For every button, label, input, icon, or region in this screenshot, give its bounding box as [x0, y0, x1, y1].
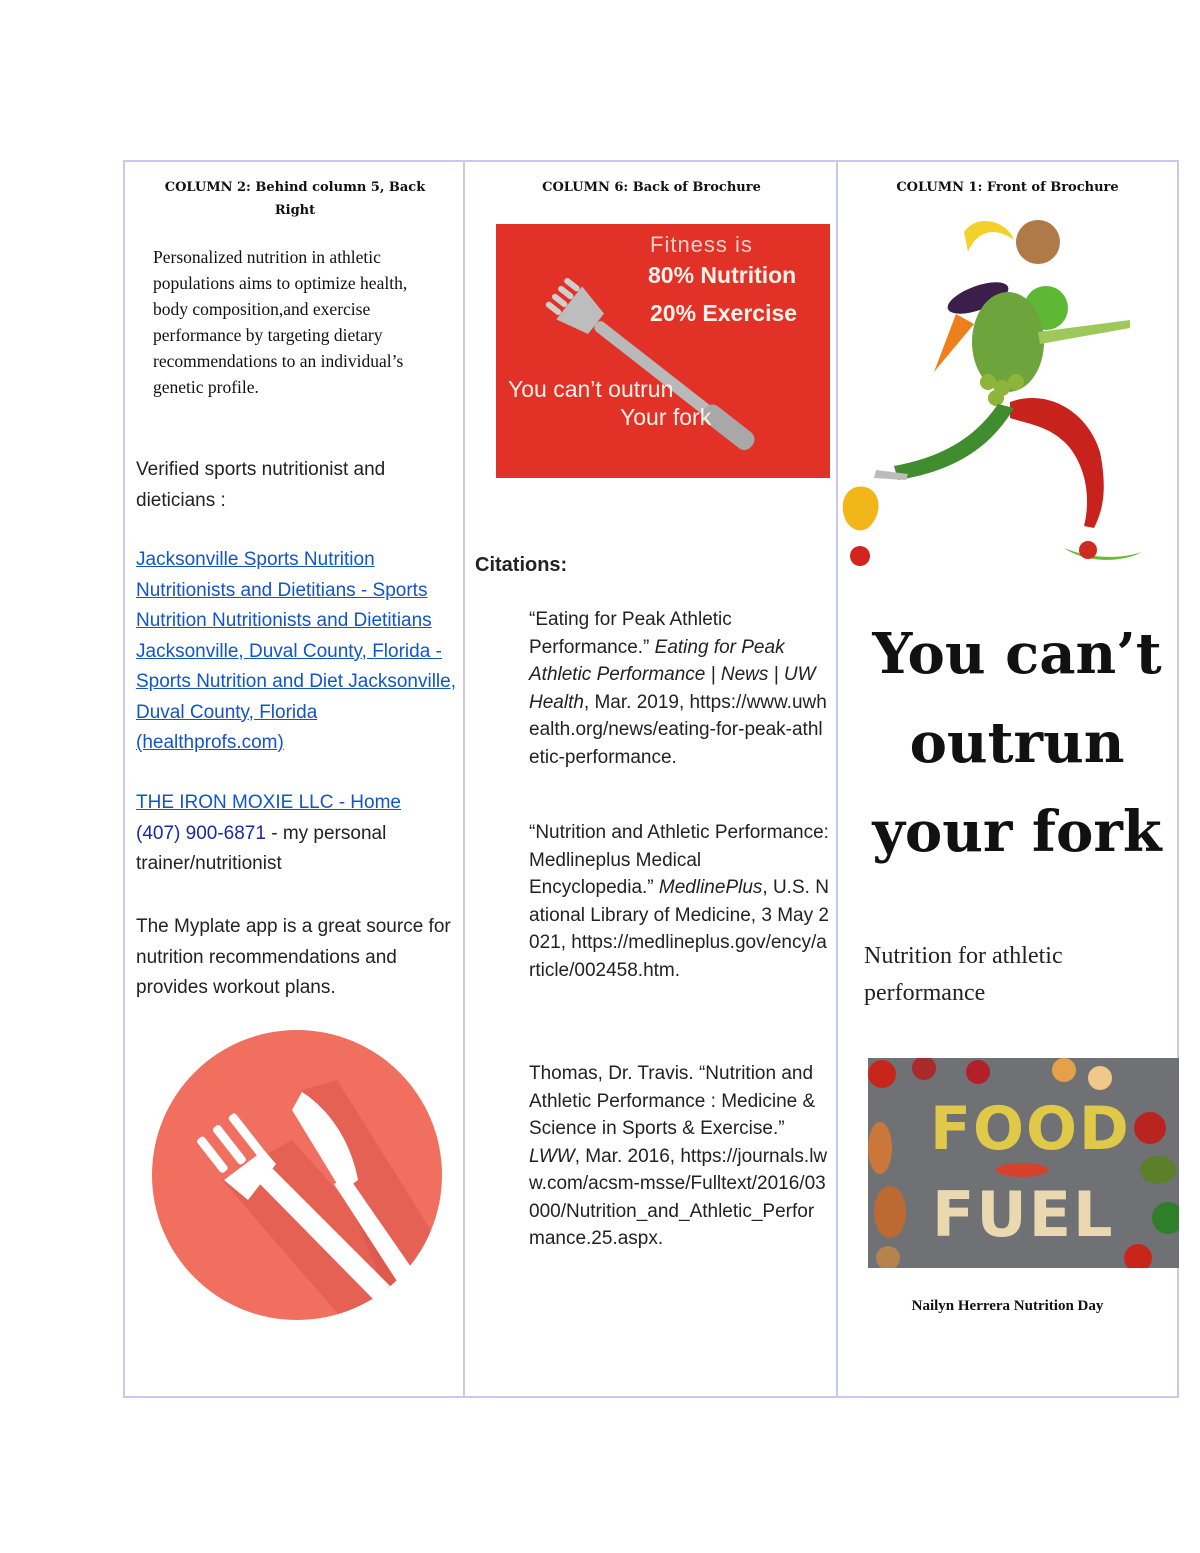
citation-3-lead: Thomas, Dr. Travis. “Nutrition and Athletic Performance : Medicine & Science in Sports & Exercise.”: [529, 1063, 816, 1139]
poster-line-5: Your fork: [620, 404, 712, 430]
phone-number[interactable]: (407) 900-6871: [136, 822, 266, 844]
column-2-heading: COLUMN 2: Behind column 5, Back Right: [164, 180, 426, 218]
column-2-panel: [125, 162, 465, 1396]
intro-paragraph: Personalized nutrition in athletic populations aims to optimize health, body composition,and exercise performance by targeting dietary recommendations to an individual’s genetic profile.: [153, 247, 408, 397]
verified-label: Verified sports nutritionist and dieticians :: [136, 459, 386, 511]
citation-3: [529, 1060, 829, 1253]
trainer-description: - my personal trainer/nutritionist: [136, 822, 387, 874]
author-name: Nailyn Herrera Nutrition Day: [911, 1298, 1104, 1314]
citation-1-italic: Eating for Peak Athletic Performance | News | UW Health: [529, 636, 816, 713]
column-1-heading: COLUMN 1: Front of Brochure: [896, 180, 1119, 195]
poster-line-2: 80% Nutrition: [648, 262, 797, 288]
poster-line-3: 20% Exercise: [650, 300, 798, 326]
iron-moxie-block: [136, 788, 436, 880]
citation-2-lead: “Nutrition and Athletic Performance: Medlineplus Medical Encyclopedia.”: [529, 822, 829, 898]
citation-1: [529, 606, 829, 771]
poster-line-4: You can’t outrun: [508, 376, 674, 402]
myplate-paragraph: The Myplate app is a great source for nutrition recommendations and provides workout plans.: [136, 916, 451, 998]
fitness-poster-image: [496, 224, 830, 478]
citation-2-italic: MedlinePlus: [658, 877, 763, 898]
brochure-subtitle: Nutrition for athletic performance: [864, 943, 1063, 1006]
brochure-page: [123, 160, 1179, 1398]
food-word: FOOD: [930, 1094, 1131, 1164]
citation-2-rest: , U.S. National Library of Medicine, 3 May 2021, https://medlineplus.gov/ency/article/002458.htm.: [529, 877, 829, 981]
citations-heading: Citations:: [475, 554, 568, 576]
iron-moxie-link[interactable]: THE IRON MOXIE LLC - Home: [136, 792, 401, 813]
column-1-panel: [838, 162, 1177, 1396]
citation-3-italic: LWW: [529, 1145, 575, 1167]
vegetable-runner-icon: [838, 212, 1177, 572]
vegetable-runner-image: [838, 212, 1177, 572]
fuel-word: FUEL: [932, 1178, 1115, 1251]
column-6-heading: COLUMN 6: Back of Brochure: [542, 180, 761, 195]
poster-line-1: Fitness is: [650, 232, 753, 257]
citation-1-rest: , Mar. 2019, https://www.uwhealth.org/news/eating-for-peak-athletic-performance.: [529, 691, 827, 768]
citation-2: [529, 819, 829, 984]
myplate-app-icon: [152, 1030, 442, 1320]
citation-3-rest: , Mar. 2016, https://journals.lww.com/acsm-msse/Fulltext/2016/03000/Nutrition_and_Athletic_Performance.25.aspx.: [529, 1145, 828, 1249]
healthprofs-link[interactable]: Jacksonville Sports Nutrition Nutritionists and Dietitians - Sports Nutrition Nutritionists and Dietitians Jacksonville, Duval County, Florida - Sports Nutrition and Diet Jacksonville, Duval County, Florida (healthprofs.com): [136, 549, 456, 753]
column-6-panel: [465, 162, 838, 1396]
citation-1-lead: “Eating for Peak Athletic Performance.”: [529, 609, 732, 658]
brochure-title: You can’t outrun your fork: [872, 621, 1162, 865]
food-fuel-image: [868, 1058, 1179, 1268]
fork-and-knife-icon: [152, 1030, 442, 1320]
